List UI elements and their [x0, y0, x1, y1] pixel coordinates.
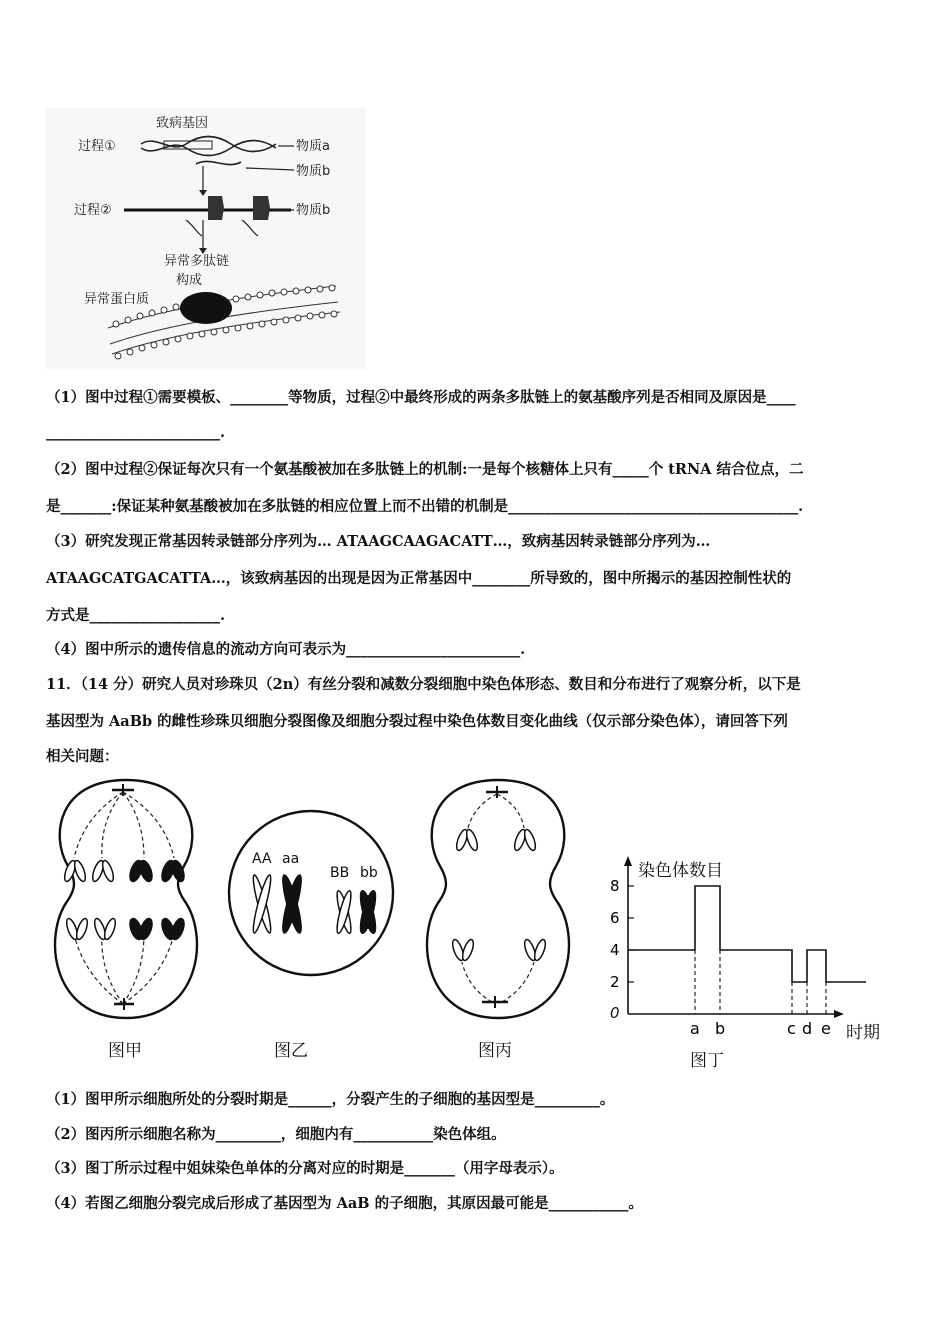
- q10-part1-line1: （1）图中过程①需要模板、________等物质，过程②中最终形成的两条多肽链上的氨基酸序列是否相同及原因是____: [46, 389, 796, 406]
- q11-intro-line3: 相关问题：: [46, 748, 119, 765]
- caption-ding: 图丁: [690, 1051, 724, 1071]
- x-axis-label: 时期: [846, 1023, 880, 1043]
- label-abnormal-protein: 异常蛋白质: [84, 292, 150, 307]
- q11-part3: （3）图丁所示过程中姐妹染色单体的分离对应的时期是_______（用字母表示）。: [46, 1160, 564, 1177]
- allele-bb: bb: [360, 865, 378, 881]
- caption-yi: 图乙: [274, 1041, 308, 1061]
- q11-part2: （2）图丙所示细胞名称为_________，细胞内有___________染色体组。: [46, 1126, 506, 1143]
- label-substance-b1: 物质b: [296, 164, 331, 179]
- y-tick-label: 8: [610, 877, 620, 895]
- q10-part1-line2: ________________________.: [46, 424, 226, 441]
- figure-ding-chart: [600, 852, 900, 1044]
- x-tick-label-b: b: [715, 1019, 726, 1038]
- q10-part4: （4）图中所示的遗传信息的流动方向可表示为________________________.: [46, 641, 526, 658]
- label-abnormal-chain: 异常多肽链: [164, 254, 230, 269]
- q11-intro-line1: 11．（14 分）研究人员对珍珠贝（2n）有丝分裂和减数分裂细胞中染色体形态、数目和分布进行了观察分析，以下是: [46, 676, 801, 693]
- figure-yi: [226, 808, 396, 978]
- x-tick-label-e: e: [821, 1019, 831, 1038]
- y-tick-label: 4: [610, 941, 620, 959]
- y-axis-arrow: [624, 856, 632, 866]
- y-tick-label: 2: [610, 973, 620, 991]
- label-substance-b2: 物质b: [296, 203, 331, 218]
- x-tick-label-a: a: [690, 1019, 700, 1038]
- q10-part3-line3: 方式是__________________.: [46, 607, 226, 624]
- q10-part2-line2: 是_______:保证某种氨基酸被加在多肽链的相应位置上而不出错的机制是________________________________________.: [46, 498, 804, 515]
- q11-part1: （1）图甲所示细胞所处的分裂时期是______，分裂产生的子细胞的基因型是_________。: [46, 1091, 615, 1108]
- q10-part2-line1: （2）图中过程②保证每次只有一个氨基酸被加在多肽链上的机制:一是每个核糖体上只有_____个 tRNA 结合位点，二: [46, 461, 804, 478]
- x-axis-arrow: [834, 1010, 844, 1018]
- chromosome-count-line: [628, 886, 866, 982]
- label-process2: 过程②: [74, 203, 112, 218]
- caption-bing: 图丙: [478, 1041, 512, 1061]
- gene-expression-diagram: [46, 108, 366, 370]
- y-axis-label: 染色体数目: [638, 861, 723, 881]
- q11-part4: （4）若图乙细胞分裂完成后形成了基因型为 AaB 的子细胞，其原因最可能是___________。: [46, 1195, 643, 1212]
- figure-bing: [416, 776, 580, 1022]
- q10-part3-line1: （3）研究发现正常基因转录链部分序列为… ATAAGCAAGACATT…，致病基因转录链部分序列为…: [46, 533, 711, 550]
- q10-part3-line2: ATAAGCATGACATTA…，该致病基因的出现是因为正常基因中________所导致的，图中所揭示的基因控制性状的: [46, 570, 792, 587]
- y-tick-label: 6: [610, 909, 620, 927]
- label-disease-gene: 致病基因: [156, 116, 209, 131]
- label-compose: 构成: [176, 273, 203, 288]
- x-tick-label-d: d: [802, 1019, 813, 1038]
- q11-intro-line2: 基因型为 AaBb 的雌性珍珠贝细胞分裂图像及细胞分裂过程中染色体数目变化曲线（仅示部分染色体），请回答下列: [46, 713, 788, 730]
- allele-BB: BB: [330, 865, 350, 881]
- caption-jia: 图甲: [108, 1041, 142, 1061]
- x-tick-label-c: c: [787, 1019, 796, 1038]
- allele-aa: aa: [282, 851, 300, 867]
- abnormal-protein-blob: [180, 292, 232, 324]
- origin-label: 0: [610, 1004, 620, 1022]
- label-process1: 过程①: [78, 139, 116, 154]
- allele-AA: AA: [252, 851, 272, 867]
- figure-jia: [44, 776, 208, 1022]
- label-substance-a: 物质a: [296, 139, 330, 154]
